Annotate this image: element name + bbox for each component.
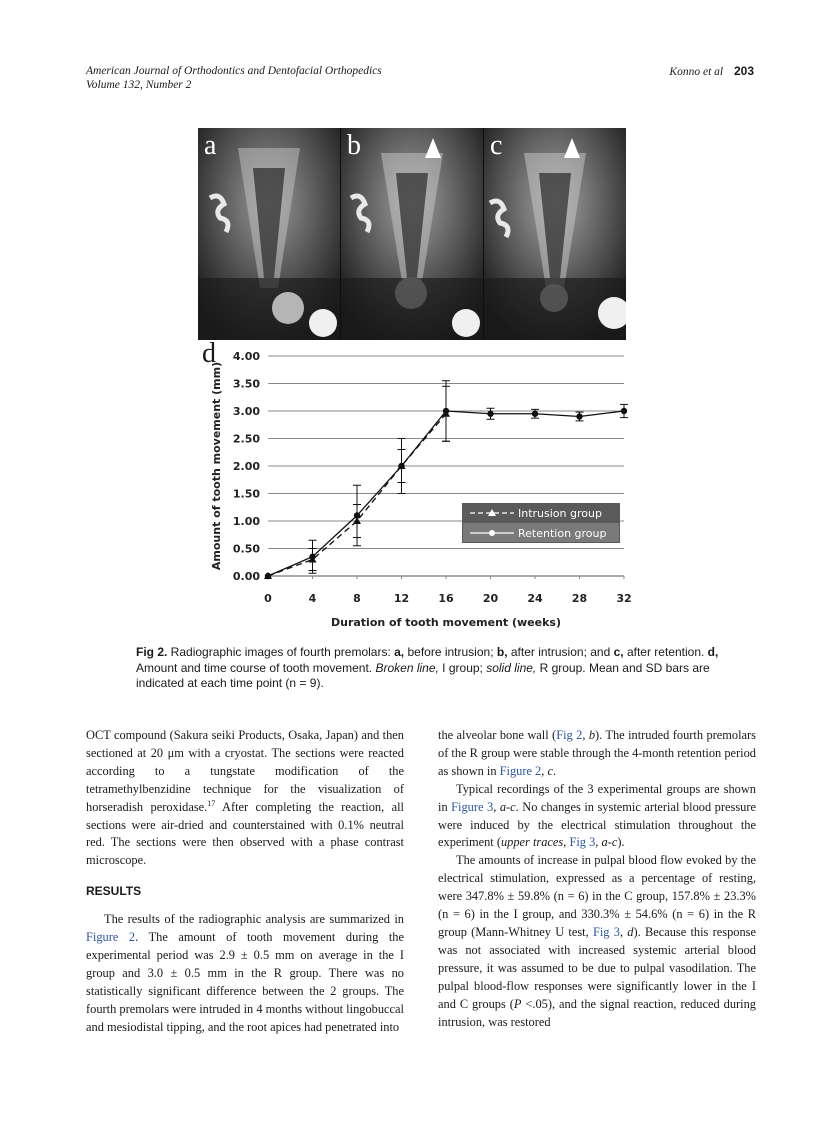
radiograph-panel-b	[341, 128, 483, 340]
alveolar-italic-c: c	[547, 763, 553, 778]
y-tick-label: 4.00	[232, 350, 260, 363]
y-tick-label: 2.50	[232, 432, 260, 446]
data-point-circle	[398, 463, 404, 469]
y-tick-label: 3.50	[232, 377, 260, 391]
x-tick-label: 8	[353, 592, 361, 605]
figure-2-link[interactable]: Figure 2	[86, 930, 136, 945]
recordings-italic-upper-traces: upper traces	[500, 835, 564, 850]
data-point-circle	[621, 408, 627, 414]
bloodflow-italic-p: P	[513, 996, 522, 1011]
caption-text-6: I group;	[438, 660, 487, 675]
recordings-text-c: . No changes in systemic arterial blood pressure were induced by the electrical stimulation throughout the experiment (	[438, 799, 756, 850]
running-header-journal	[86, 64, 382, 92]
figure-2-link-2[interactable]: Figure 2	[499, 763, 542, 778]
radiograph-image-b	[341, 128, 483, 340]
recordings-text-b: ,	[493, 799, 500, 814]
y-tick-label: 0.00	[232, 570, 260, 583]
caption-text-2: before intrusion;	[404, 645, 497, 659]
x-tick-label: 32	[616, 592, 632, 605]
radiograph-figure	[198, 128, 626, 340]
bloodflow-text-d: <.05), and the signal reaction, reduced during intrusion, was restored	[438, 996, 756, 1029]
y-tick-label: 1.50	[232, 487, 260, 501]
caption-panel-c: c,	[613, 645, 624, 659]
caption-panel-a: a,	[394, 645, 405, 659]
bloodflow-italic-d: d	[627, 924, 634, 939]
recordings-text-f: ).	[617, 835, 625, 850]
section-heading-results: RESULTS	[86, 884, 142, 899]
caption-label: Fig 2.	[136, 645, 168, 659]
data-point-circle	[532, 411, 538, 417]
body-column-right	[438, 727, 756, 1031]
alveolar-text-b: ,	[582, 728, 589, 742]
reference-17[interactable]: 17	[207, 798, 216, 808]
recordings-italic-ac: a-c	[499, 799, 516, 814]
panel-letter-b: b	[347, 130, 361, 161]
radiograph-image-a	[198, 128, 340, 340]
caption-text-3: after intrusion; and	[507, 645, 614, 659]
recordings-text-a: Typical recordings of the 3 experimental groups are shown in	[438, 781, 756, 814]
data-point-circle	[309, 554, 315, 560]
alveolar-text-e: .	[552, 763, 557, 778]
caption-text-7: R group. Mean and SD bars are indicated at each time point (n = 9).	[136, 660, 710, 690]
alveolar-text-a: the alveolar bone wall (	[438, 728, 557, 742]
paragraph-methods	[86, 727, 404, 870]
methods-text-end: After completing the reaction, all sections were air-dried and counterstained with 0.1% neutral red. The sections were then observed with a phase contrast microscope.	[86, 799, 404, 868]
figure-3-link[interactable]: Figure 3	[451, 799, 494, 814]
caption-panel-b: b,	[496, 645, 508, 659]
y-tick-label: 3.00	[232, 405, 260, 418]
recordings-text-d: ,	[563, 835, 570, 850]
legend-label: Retention group	[518, 527, 607, 540]
panel-letter-a: a	[204, 130, 217, 161]
x-tick-label: 28	[571, 592, 588, 605]
y-tick-label: 2.00	[232, 460, 260, 473]
fig-3-link-2[interactable]: Fig 3	[592, 924, 620, 939]
figure-caption	[136, 645, 726, 692]
data-point-circle	[576, 413, 582, 419]
alveolar-text-d: ,	[541, 763, 548, 778]
recordings-text-e: ,	[595, 835, 602, 850]
caption-solid-line: solid line,	[486, 660, 537, 675]
alveolar-text-c: ). The intruded fourth premolars of the R group were stable through the 4-month retention period as shown in	[438, 728, 756, 778]
data-point-circle	[443, 408, 449, 414]
x-tick-label: 0	[264, 592, 272, 605]
running-header-page	[669, 64, 754, 78]
recordings-italic-ac-2: a-c	[601, 835, 618, 850]
caption-text-5: Amount and time course of tooth movement.	[136, 660, 376, 675]
methods-text: OCT compound (Sakura seiki Products, Osaka, Japan) and then sectioned at 20 μm with a cryostat. The sections were reacted according to a tungstate modification of the tetramethylbenzidine technique for the visualization of horseradish peroxidase.	[86, 728, 404, 814]
page-number: 203	[733, 64, 754, 78]
legend-marker-circle	[489, 530, 495, 536]
y-tick-label: 0.50	[232, 542, 260, 556]
bloodflow-text-c: ). Because this response was not associated with increased systemic arterial blood pressure, it was assumed to be due to pulpal vasodilation. The pulpal blood-flow responses were significantly lower in the I and C groups (	[438, 924, 756, 1011]
results-text-a: The results of the radiographic analysis are summarized in	[104, 912, 404, 927]
x-axis-label: Duration of tooth movement (weeks)	[330, 616, 562, 629]
bloodflow-text-b: ,	[619, 924, 628, 939]
caption-broken-line: Broken line,	[375, 660, 439, 675]
y-axis-label: Amount of tooth movement (mm)	[210, 361, 223, 571]
paragraph-blood-flow	[438, 852, 756, 1031]
alveolar-italic-b: b	[588, 728, 596, 742]
panel-letter-d: d	[202, 338, 216, 369]
x-tick-label: 24	[527, 592, 543, 605]
fig-3-link[interactable]: Fig 3	[569, 835, 596, 850]
chart-svg	[198, 338, 638, 634]
bloodflow-text-a: The amounts of increase in pulpal blood flow evoked by the electrical stimulation, expressed as a percentage of resting, were 347.8% ± 59.8% (n = 6) in the C group, 157.8% ± 23.3% (n = 6) in the I group, and 330.3% ± 54.6% (n = 6) in the R group (Mann-Whitney U test,	[438, 853, 756, 939]
data-point-circle	[487, 411, 493, 417]
journal-title: American Journal of Orthodontics and Dentofacial Orthopedics	[86, 65, 382, 77]
journal-volume: Volume 132, Number 2	[86, 79, 192, 91]
x-tick-label: 4	[308, 592, 317, 605]
y-tick-label: 1.00	[232, 515, 260, 528]
panel-letter-c: c	[490, 130, 503, 161]
data-point-circle	[354, 512, 360, 518]
paragraph-recordings	[438, 781, 756, 853]
radiograph-panel-c	[484, 128, 626, 340]
author-names: Konno et al	[669, 66, 724, 78]
radiograph-image-c	[484, 128, 626, 340]
tooth-movement-chart	[198, 338, 638, 634]
caption-text-1: Radiographic images of fourth premolars:	[167, 645, 395, 659]
x-tick-label: 20	[482, 592, 499, 605]
caption-text-4: after retention.	[623, 645, 708, 659]
fig-2-link[interactable]: Fig 2	[556, 728, 583, 742]
x-tick-label: 16	[438, 592, 454, 605]
paragraph-results	[86, 911, 404, 1036]
data-point-circle	[265, 573, 271, 579]
results-text-b: . The amount of tooth movement during the experimental period was 2.9 ± 0.5 mm on average in the I group and 3.0 ± 0.5 mm in the R group. There was no statistically significant difference between the 2 groups. The fourth premolars were intruded in 4 months without lingobuccal and mesiodistal tipping, and the root apices had penetrated into	[86, 930, 404, 1034]
body-column-left	[86, 727, 404, 1037]
radiograph-panel-a	[198, 128, 340, 340]
paragraph-alveolar	[438, 727, 756, 781]
caption-panel-d: d,	[707, 645, 719, 659]
legend-label: Intrusion group	[518, 507, 602, 520]
x-tick-label: 12	[393, 592, 410, 605]
